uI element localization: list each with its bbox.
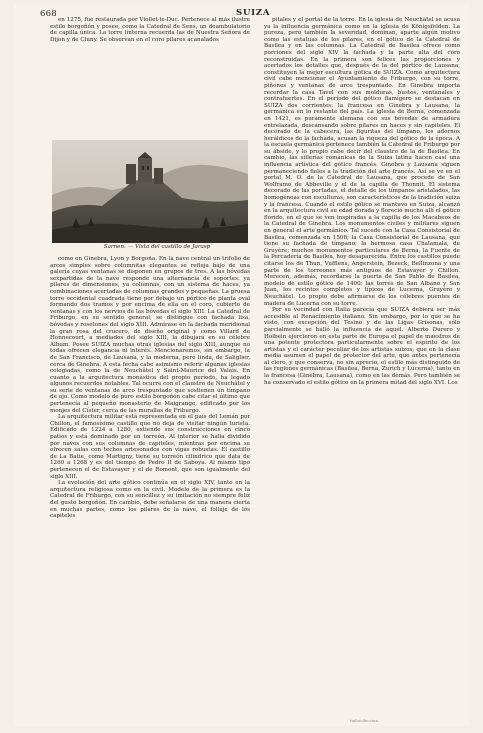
paragraph: en 1275, fué restaurada por Viollet-le-Duc. Pertenece al más ilustre estilo borgoñón y posee, como la Catedral de Sens, un deambulatorio de capilla única. La torre linterna recuerda las de Nuestra Señora de Dijon y de Cluny. Se observan en el coro pilares acanalados — [50, 17, 250, 43]
castle-illustration — [52, 140, 248, 243]
paragraph: La arquitectura militar está representada en el país del Lemán por Chillon, el famosísimo castillo que no deja de visitar ningún turista. Edificado de 1224 a 1280, extiende sus construcciones en cinco patios y está dominado por un torreón. Al interior se halla dividido por naves con sus columnas de capiteles, mientras por encima se ofrecen salas con techos artesonados con vigas robustas. El castillo de La Batie, como Martigny, tiene su torreón cilíndrico que data de 1260 a 1268 y es del tiempo de Pedro II de Saboya. Al mismo tipo pertenecen el de Estavayer y el de Romont, que son igualmente del siglo XIII. — [50, 414, 250, 480]
figure-caption: Sarnen. — Vista del castillo de Jarasp — [103, 244, 211, 250]
running-title: SUIZA — [236, 8, 271, 18]
paragraph: pitales y el portal de la torre. En la iglesia de Neuchâtel se acusa ya la influencia germánica como en la iglesia de Königsfelden. La pureza, pero también la severidad, dominan, aparte algún motivo como las estatuas de los pilares, en el gótico de la Catedral de Basilea y en las columnas. La Catedral de Basilea ofrece como porciones del siglo XIV la fachada y la parte alta del coro reconstruidas. En la primera son felices las proporciones y acertados los detalles que, después de la del pórtico de Lausana, constituyen la mejor escultura gótica de SUIZA. Como arquitectura civil cabe mencionar el Ayuntamiento de Friburgo, con su torre, piñones y ventanas de arco trespuntado. En Ginebra importa recordar la casa Tavel con sus molduras, bustos, ventanales y contrafuertes. En el período del gótico flamígero se destacan en SUIZA dos corrientes: la francesa en Ginebra y Lausana, la germánica en lo restante del país. La iglesia de Berna, comenzada en 1421, es puramente alemana con sus bóvedas de armadura entrelazada, descansando sobre pilares en haces y sin capiteles. El decorado de la cabecera, las figuritas del tímpano, los adornos heráldicos de la fachada, acusan la riqueza del gótico de la época. A la escuela germánica pertenece también la Catedral de Friburgo por su ábside, y lo propio cabe decir del claustro de la de Basilea. En cambio, las sillerías románicas de la Suiza latina hacen casi una influencia artística del gótico francés. Ginebra y Lausana siguen permaneciendo fieles a la tradición del arte francés. Así se ve en el portal M. O. de la Catedral de Lausana, que procede de San Wolframo de Abbeville y el de la capilla de Thonnit. El sistema decorado de las portadas, el detalle de los tímpanos aristalados, las homogéneas con esculturas, son característicos de la tradición suiza y la francesa. Cuando el estilo gótico se mantuvo en Suiza, alcanzó en la arquitectura civil su edad dorada y floreció mucho allí el gótico florido, en el que se ven inspiradas a la capilla de los Macabeos de la Catedral de Ginebra. Los monumentos civiles y militares siguen en general el arte germánico. Tal sucede con la Casa Consistorial de Basilea, comenzada en 1508; la Casa Consistorial de Lausana, que tiene su fachada de tímpano; la hermosa casa Chalamala, de Gruyère; muchos monumentos particulares de Berna, la Fuente de la Percadería de Basilea, hoy desaparecida. Entre los castillos puede citarse los de Thun, Vufflens, Angerstein, Bezeck, Bellinzona y una parte de los torreones más antiguos de Estavayer y Chillon. Merecen, además, recordarse la puerta de San Pablo de Basilea, modelo de estilo gótico de 1400; las torres de San Albano y San Juan, los recintos completos y típicos de Lucerna, Gruyère y Neuchâtel. Lo propio debe afirmarse de los célebres puentes de madera de Lucerna con su torre. — [264, 17, 460, 307]
paragraph: como en Ginebra, Lyon y Borgoña. En la nave central un trifolio de arcos simples sobre columnitas elegantes se refleja bajo de una galería cuyas ventanas se disponen en grupos de tres. A las bóvedas sexpartidas de la nave responde una alternancia de soportes: ya pilares de dimensiones, ya columnas, con un sistema de haces, ya combinaciones acertadas de columnas grandes y pequeñas. La gruesa torre occidental cuadrada tiene por debajo un pórtico de planta oval formando dos tramos y por encima de ella en el coro, cubierto de ventanas y con los nervios de las bóvedas el siglo XIII. La Catedral de Friburgo, en su sentido general, se distingue con fachada lisa, bóvedas y rosetones del siglo XIII. Admírase en la fachada meridional la gran rosa del crucero, de diseño original y como Villard de Honnecourt, a mediados del siglo XIII, la dibujara en su célebre Album. Posee SUIZA muchas otras iglesias del siglo XIII, aunque no todas ofrecen elegancia ni interés. Mencionaremos, sin embargo, la de San Francisco, de Lausana, y la moderna, pero linda, de Saliglier, cerca de Ginebra. A esta fecha cabe asimismo referir algunas iglesias colegiadas, como la de Neuchâtel y Saint-Maurice del Valais. En cuanto a la arquitectura monástica del propio período, ha legado algunos recuerdos notables. Tal ocurre con el claustro de Neuchâtel y su serie de ventanas de arco trespuntado que sostienen un tímpano de ojo. Como modelo de puro estilo borgoñón cabe citar el último que pertenecía al pequeño monasterio de Maigrange, edificado por los monjes del Císter, cerca de las murallas de Friburgo. — [50, 256, 250, 414]
left-column-top — [50, 17, 250, 137]
right-column — [264, 17, 460, 717]
watermark-text: todocoleccion — [350, 718, 379, 723]
page-number: 668 — [40, 9, 57, 19]
paragraph: Por su vecindad con Italia parecía que SUIZA debiera ser más accesible al Renacimiento italiano. Sin embargo, por lo que se ha visto, con excepción del Tesino y de las Ligas Grisonas, sólo parcialmente se halló la influencia de aquél. Alberto Durero y Holbein ejercieron en esta parte de Europa el papel de maestros de una potente protectora particularmente sobre el espíritu de los artistas y el carácter peculiar de los artistas suizos, que en la clase media asumen el papel de protector del arte, que antes pertenecía al clero, y que conserva, no sin aprecio, el estilo más distinguido de las regiones germánicas (Basilea, Berna, Zurich y Lucerna), tanto en la francesa (Ginebra, Lausana), como en las demás. Pero también se ha conservado el estilo gótico en la primera mitad del siglo XVI. Los — [264, 307, 460, 386]
paragraph: La evolución del arte gótico continúa en el siglo XIV, tanto en la arquitectura religiosa como en la civil. Modelo de la primera es la Catedral de Friburgo, con su sencillez y su imitación no siempre feliz del gusto borgoñón. En cambio, debe señalarse de una manera cierta en muchas partes, como los pilares de la nave, el follaje de los capiteles — [50, 480, 250, 520]
castle-photo — [52, 140, 248, 243]
left-column-bottom — [50, 256, 250, 716]
